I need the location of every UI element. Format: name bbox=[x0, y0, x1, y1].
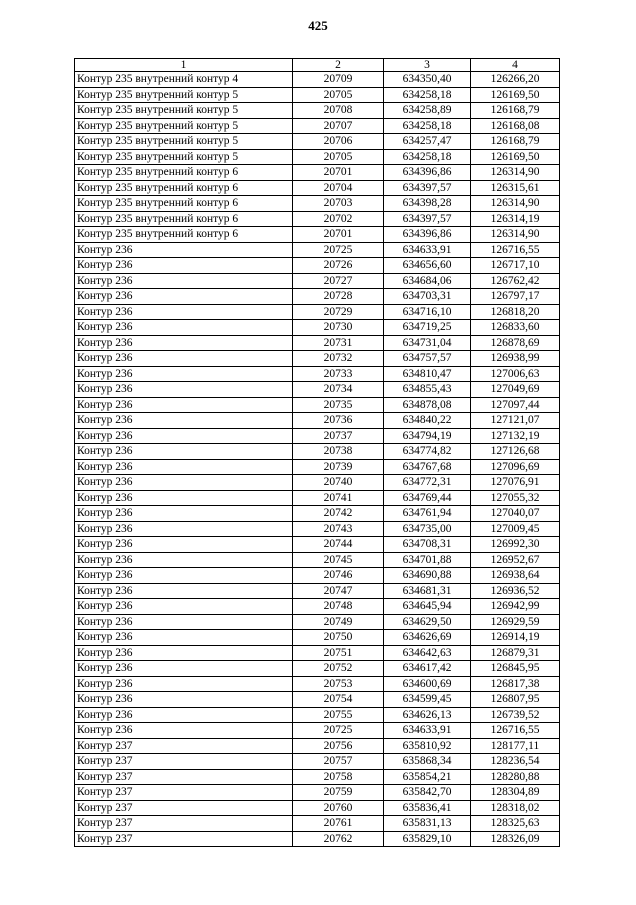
point-number-cell: 20708 bbox=[293, 103, 384, 119]
x-coordinate-cell: 634258,18 bbox=[384, 118, 471, 134]
contour-name-cell: Контур 236 bbox=[75, 645, 293, 661]
table-row bbox=[75, 196, 560, 212]
y-coordinate-cell: 128304,89 bbox=[471, 785, 560, 801]
point-number-cell: 20732 bbox=[293, 351, 384, 367]
x-coordinate-cell: 634757,57 bbox=[384, 351, 471, 367]
point-number-cell: 20736 bbox=[293, 413, 384, 429]
table-row bbox=[75, 180, 560, 196]
y-coordinate-cell: 126315,61 bbox=[471, 180, 560, 196]
table-row bbox=[75, 335, 560, 351]
y-coordinate-cell: 127132,19 bbox=[471, 428, 560, 444]
x-coordinate-cell: 634626,69 bbox=[384, 630, 471, 646]
y-coordinate-cell: 126878,69 bbox=[471, 335, 560, 351]
table-row bbox=[75, 304, 560, 320]
y-coordinate-cell: 126938,99 bbox=[471, 351, 560, 367]
page-number: 425 bbox=[308, 18, 328, 33]
table-row bbox=[75, 785, 560, 801]
contour-name-cell: Контур 236 bbox=[75, 304, 293, 320]
y-coordinate-cell: 126833,60 bbox=[471, 320, 560, 336]
x-coordinate-cell: 634656,60 bbox=[384, 258, 471, 274]
point-number-cell: 20758 bbox=[293, 769, 384, 785]
table-row bbox=[75, 118, 560, 134]
point-number-cell: 20752 bbox=[293, 661, 384, 677]
x-coordinate-cell: 634719,25 bbox=[384, 320, 471, 336]
x-coordinate-cell: 634731,04 bbox=[384, 335, 471, 351]
table-row bbox=[75, 149, 560, 165]
table-row bbox=[75, 614, 560, 630]
x-coordinate-cell: 634769,44 bbox=[384, 490, 471, 506]
y-coordinate-cell: 126716,55 bbox=[471, 723, 560, 739]
x-coordinate-cell: 635854,21 bbox=[384, 769, 471, 785]
point-number-cell: 20741 bbox=[293, 490, 384, 506]
point-number-cell: 20734 bbox=[293, 382, 384, 398]
contour-name-cell: Контур 236 bbox=[75, 366, 293, 382]
point-number-cell: 20706 bbox=[293, 134, 384, 150]
table-row bbox=[75, 366, 560, 382]
x-coordinate-cell: 634690,88 bbox=[384, 568, 471, 584]
contour-name-cell: Контур 235 внутренний контур 6 bbox=[75, 211, 293, 227]
table-row bbox=[75, 521, 560, 537]
point-number-cell: 20730 bbox=[293, 320, 384, 336]
point-number-cell: 20705 bbox=[293, 149, 384, 165]
point-number-cell: 20701 bbox=[293, 227, 384, 243]
table-row bbox=[75, 72, 560, 88]
contour-name-cell: Контур 236 bbox=[75, 661, 293, 677]
x-coordinate-cell: 634397,57 bbox=[384, 180, 471, 196]
y-coordinate-cell: 128326,09 bbox=[471, 831, 560, 847]
y-coordinate-cell: 127055,32 bbox=[471, 490, 560, 506]
table-row bbox=[75, 568, 560, 584]
x-coordinate-cell: 634735,00 bbox=[384, 521, 471, 537]
y-coordinate-cell: 126168,08 bbox=[471, 118, 560, 134]
y-coordinate-cell: 126914,19 bbox=[471, 630, 560, 646]
point-number-cell: 20704 bbox=[293, 180, 384, 196]
header-col-1: 1 bbox=[75, 59, 293, 72]
y-coordinate-cell: 127126,68 bbox=[471, 444, 560, 460]
y-coordinate-cell: 126879,31 bbox=[471, 645, 560, 661]
point-number-cell: 20757 bbox=[293, 754, 384, 770]
contour-name-cell: Контур 236 bbox=[75, 428, 293, 444]
contour-name-cell: Контур 236 bbox=[75, 320, 293, 336]
table-row bbox=[75, 599, 560, 615]
point-number-cell: 20707 bbox=[293, 118, 384, 134]
table-row bbox=[75, 382, 560, 398]
y-coordinate-cell: 126168,79 bbox=[471, 103, 560, 119]
point-number-cell: 20756 bbox=[293, 738, 384, 754]
point-number-cell: 20753 bbox=[293, 676, 384, 692]
point-number-cell: 20748 bbox=[293, 599, 384, 615]
y-coordinate-cell: 126314,19 bbox=[471, 211, 560, 227]
table-row bbox=[75, 661, 560, 677]
contour-name-cell: Контур 236 bbox=[75, 444, 293, 460]
x-coordinate-cell: 634645,94 bbox=[384, 599, 471, 615]
x-coordinate-cell: 634397,57 bbox=[384, 211, 471, 227]
point-number-cell: 20738 bbox=[293, 444, 384, 460]
point-number-cell: 20728 bbox=[293, 289, 384, 305]
x-coordinate-cell: 634599,45 bbox=[384, 692, 471, 708]
point-number-cell: 20743 bbox=[293, 521, 384, 537]
y-coordinate-cell: 127097,44 bbox=[471, 397, 560, 413]
y-coordinate-cell: 127040,07 bbox=[471, 506, 560, 522]
contour-name-cell: Контур 236 bbox=[75, 583, 293, 599]
x-coordinate-cell: 635810,92 bbox=[384, 738, 471, 754]
x-coordinate-cell: 634708,31 bbox=[384, 537, 471, 553]
x-coordinate-cell: 634774,82 bbox=[384, 444, 471, 460]
x-coordinate-cell: 634761,94 bbox=[384, 506, 471, 522]
table-row bbox=[75, 273, 560, 289]
table-row bbox=[75, 165, 560, 181]
y-coordinate-cell: 128280,88 bbox=[471, 769, 560, 785]
table-row bbox=[75, 800, 560, 816]
y-coordinate-cell: 126807,95 bbox=[471, 692, 560, 708]
x-coordinate-cell: 634794,19 bbox=[384, 428, 471, 444]
point-number-cell: 20754 bbox=[293, 692, 384, 708]
contour-name-cell: Контур 236 bbox=[75, 382, 293, 398]
x-coordinate-cell: 634642,63 bbox=[384, 645, 471, 661]
y-coordinate-cell: 126992,30 bbox=[471, 537, 560, 553]
x-coordinate-cell: 634716,10 bbox=[384, 304, 471, 320]
x-coordinate-cell: 634684,06 bbox=[384, 273, 471, 289]
table-row bbox=[75, 692, 560, 708]
y-coordinate-cell: 127076,91 bbox=[471, 475, 560, 491]
x-coordinate-cell: 634258,89 bbox=[384, 103, 471, 119]
contour-name-cell: Контур 235 внутренний контур 5 bbox=[75, 118, 293, 134]
y-coordinate-cell: 126936,52 bbox=[471, 583, 560, 599]
contour-name-cell: Контур 236 bbox=[75, 459, 293, 475]
point-number-cell: 20726 bbox=[293, 258, 384, 274]
contour-name-cell: Контур 236 bbox=[75, 273, 293, 289]
contour-name-cell: Контур 236 bbox=[75, 676, 293, 692]
table-row bbox=[75, 227, 560, 243]
point-number-cell: 20744 bbox=[293, 537, 384, 553]
table-row bbox=[75, 769, 560, 785]
y-coordinate-cell: 126938,64 bbox=[471, 568, 560, 584]
point-number-cell: 20731 bbox=[293, 335, 384, 351]
y-coordinate-cell: 126266,20 bbox=[471, 72, 560, 88]
y-coordinate-cell: 126717,10 bbox=[471, 258, 560, 274]
contour-name-cell: Контур 236 bbox=[75, 335, 293, 351]
table-row bbox=[75, 320, 560, 336]
table-row bbox=[75, 754, 560, 770]
table-row bbox=[75, 428, 560, 444]
point-number-cell: 20705 bbox=[293, 87, 384, 103]
x-coordinate-cell: 635868,34 bbox=[384, 754, 471, 770]
x-coordinate-cell: 634258,18 bbox=[384, 87, 471, 103]
contour-name-cell: Контур 236 bbox=[75, 289, 293, 305]
x-coordinate-cell: 634878,08 bbox=[384, 397, 471, 413]
y-coordinate-cell: 126716,55 bbox=[471, 242, 560, 258]
contour-name-cell: Контур 236 bbox=[75, 537, 293, 553]
y-coordinate-cell: 127009,45 bbox=[471, 521, 560, 537]
contour-name-cell: Контур 236 bbox=[75, 351, 293, 367]
contour-name-cell: Контур 237 bbox=[75, 785, 293, 801]
contour-name-cell: Контур 237 bbox=[75, 831, 293, 847]
table-row bbox=[75, 459, 560, 475]
contour-name-cell: Контур 236 bbox=[75, 630, 293, 646]
contour-name-cell: Контур 236 bbox=[75, 413, 293, 429]
point-number-cell: 20725 bbox=[293, 723, 384, 739]
y-coordinate-cell: 127096,69 bbox=[471, 459, 560, 475]
point-number-cell: 20746 bbox=[293, 568, 384, 584]
contour-name-cell: Контур 235 внутренний контур 6 bbox=[75, 227, 293, 243]
contour-name-cell: Контур 236 bbox=[75, 568, 293, 584]
x-coordinate-cell: 634350,40 bbox=[384, 72, 471, 88]
contour-name-cell: Контур 236 bbox=[75, 692, 293, 708]
table-row bbox=[75, 831, 560, 847]
y-coordinate-cell: 127049,69 bbox=[471, 382, 560, 398]
table-row bbox=[75, 289, 560, 305]
y-coordinate-cell: 128236,54 bbox=[471, 754, 560, 770]
y-coordinate-cell: 126169,50 bbox=[471, 149, 560, 165]
y-coordinate-cell: 126942,99 bbox=[471, 599, 560, 615]
table-row bbox=[75, 490, 560, 506]
contour-name-cell: Контур 236 bbox=[75, 552, 293, 568]
x-coordinate-cell: 634767,68 bbox=[384, 459, 471, 475]
x-coordinate-cell: 634772,31 bbox=[384, 475, 471, 491]
point-number-cell: 20755 bbox=[293, 707, 384, 723]
point-number-cell: 20729 bbox=[293, 304, 384, 320]
contour-name-cell: Контур 235 внутренний контур 4 bbox=[75, 72, 293, 88]
contour-name-cell: Контур 237 bbox=[75, 754, 293, 770]
contour-name-cell: Контур 235 внутренний контур 5 bbox=[75, 149, 293, 165]
point-number-cell: 20725 bbox=[293, 242, 384, 258]
point-number-cell: 20751 bbox=[293, 645, 384, 661]
contour-name-cell: Контур 236 bbox=[75, 258, 293, 274]
contour-name-cell: Контур 236 bbox=[75, 521, 293, 537]
header-col-3: 3 bbox=[384, 59, 471, 72]
table-row bbox=[75, 397, 560, 413]
y-coordinate-cell: 126314,90 bbox=[471, 196, 560, 212]
coordinates-table bbox=[74, 58, 560, 847]
y-coordinate-cell: 126797,17 bbox=[471, 289, 560, 305]
contour-name-cell: Контур 236 bbox=[75, 614, 293, 630]
contour-name-cell: Контур 236 bbox=[75, 599, 293, 615]
table-row bbox=[75, 258, 560, 274]
table-row bbox=[75, 211, 560, 227]
y-coordinate-cell: 126929,59 bbox=[471, 614, 560, 630]
table-row bbox=[75, 630, 560, 646]
x-coordinate-cell: 634398,28 bbox=[384, 196, 471, 212]
x-coordinate-cell: 634626,13 bbox=[384, 707, 471, 723]
table-row bbox=[75, 738, 560, 754]
table-row bbox=[75, 413, 560, 429]
point-number-cell: 20737 bbox=[293, 428, 384, 444]
table-body bbox=[75, 59, 560, 847]
table-row bbox=[75, 242, 560, 258]
contour-name-cell: Контур 237 bbox=[75, 816, 293, 832]
table-row bbox=[75, 676, 560, 692]
x-coordinate-cell: 634810,47 bbox=[384, 366, 471, 382]
x-coordinate-cell: 634703,31 bbox=[384, 289, 471, 305]
contour-name-cell: Контур 235 внутренний контур 6 bbox=[75, 180, 293, 196]
x-coordinate-cell: 634258,18 bbox=[384, 149, 471, 165]
table-header-row bbox=[75, 59, 560, 72]
y-coordinate-cell: 126817,38 bbox=[471, 676, 560, 692]
x-coordinate-cell: 634633,91 bbox=[384, 242, 471, 258]
table-row bbox=[75, 134, 560, 150]
point-number-cell: 20761 bbox=[293, 816, 384, 832]
table-row bbox=[75, 552, 560, 568]
table-row bbox=[75, 645, 560, 661]
table-row bbox=[75, 475, 560, 491]
contour-name-cell: Контур 236 bbox=[75, 490, 293, 506]
contour-name-cell: Контур 235 внутренний контур 5 bbox=[75, 87, 293, 103]
table-row bbox=[75, 506, 560, 522]
x-coordinate-cell: 634600,69 bbox=[384, 676, 471, 692]
y-coordinate-cell: 127121,07 bbox=[471, 413, 560, 429]
x-coordinate-cell: 634855,43 bbox=[384, 382, 471, 398]
table-row bbox=[75, 707, 560, 723]
contour-name-cell: Контур 235 внутренний контур 5 bbox=[75, 103, 293, 119]
point-number-cell: 20733 bbox=[293, 366, 384, 382]
x-coordinate-cell: 634617,42 bbox=[384, 661, 471, 677]
x-coordinate-cell: 635836,41 bbox=[384, 800, 471, 816]
point-number-cell: 20735 bbox=[293, 397, 384, 413]
x-coordinate-cell: 634629,50 bbox=[384, 614, 471, 630]
contour-name-cell: Контур 235 внутренний контур 6 bbox=[75, 165, 293, 181]
x-coordinate-cell: 634257,47 bbox=[384, 134, 471, 150]
y-coordinate-cell: 126739,52 bbox=[471, 707, 560, 723]
point-number-cell: 20749 bbox=[293, 614, 384, 630]
x-coordinate-cell: 634701,88 bbox=[384, 552, 471, 568]
contour-name-cell: Контур 235 внутренний контур 6 bbox=[75, 196, 293, 212]
table-row bbox=[75, 87, 560, 103]
y-coordinate-cell: 126818,20 bbox=[471, 304, 560, 320]
point-number-cell: 20701 bbox=[293, 165, 384, 181]
point-number-cell: 20727 bbox=[293, 273, 384, 289]
y-coordinate-cell: 126762,42 bbox=[471, 273, 560, 289]
point-number-cell: 20747 bbox=[293, 583, 384, 599]
point-number-cell: 20739 bbox=[293, 459, 384, 475]
contour-name-cell: Контур 237 bbox=[75, 800, 293, 816]
y-coordinate-cell: 126169,50 bbox=[471, 87, 560, 103]
contour-name-cell: Контур 235 внутренний контур 5 bbox=[75, 134, 293, 150]
x-coordinate-cell: 635829,10 bbox=[384, 831, 471, 847]
contour-name-cell: Контур 237 bbox=[75, 738, 293, 754]
y-coordinate-cell: 128177,11 bbox=[471, 738, 560, 754]
point-number-cell: 20762 bbox=[293, 831, 384, 847]
table-row bbox=[75, 103, 560, 119]
point-number-cell: 20702 bbox=[293, 211, 384, 227]
table-row bbox=[75, 583, 560, 599]
point-number-cell: 20742 bbox=[293, 506, 384, 522]
table-row bbox=[75, 444, 560, 460]
contour-name-cell: Контур 236 bbox=[75, 475, 293, 491]
header-col-4: 4 bbox=[471, 59, 560, 72]
y-coordinate-cell: 126952,67 bbox=[471, 552, 560, 568]
x-coordinate-cell: 635842,70 bbox=[384, 785, 471, 801]
y-coordinate-cell: 128325,63 bbox=[471, 816, 560, 832]
table-row bbox=[75, 351, 560, 367]
y-coordinate-cell: 126168,79 bbox=[471, 134, 560, 150]
contour-name-cell: Контур 236 bbox=[75, 242, 293, 258]
point-number-cell: 20750 bbox=[293, 630, 384, 646]
point-number-cell: 20760 bbox=[293, 800, 384, 816]
point-number-cell: 20759 bbox=[293, 785, 384, 801]
y-coordinate-cell: 126845,95 bbox=[471, 661, 560, 677]
y-coordinate-cell: 128318,02 bbox=[471, 800, 560, 816]
x-coordinate-cell: 634681,31 bbox=[384, 583, 471, 599]
y-coordinate-cell: 127006,63 bbox=[471, 366, 560, 382]
contour-name-cell: Контур 237 bbox=[75, 769, 293, 785]
point-number-cell: 20745 bbox=[293, 552, 384, 568]
x-coordinate-cell: 634396,86 bbox=[384, 165, 471, 181]
x-coordinate-cell: 635831,13 bbox=[384, 816, 471, 832]
contour-name-cell: Контур 236 bbox=[75, 506, 293, 522]
point-number-cell: 20709 bbox=[293, 72, 384, 88]
y-coordinate-cell: 126314,90 bbox=[471, 165, 560, 181]
header-col-2: 2 bbox=[293, 59, 384, 72]
contour-name-cell: Контур 236 bbox=[75, 397, 293, 413]
x-coordinate-cell: 634396,86 bbox=[384, 227, 471, 243]
x-coordinate-cell: 634633,91 bbox=[384, 723, 471, 739]
contour-name-cell: Контур 236 bbox=[75, 723, 293, 739]
contour-name-cell: Контур 236 bbox=[75, 707, 293, 723]
point-number-cell: 20740 bbox=[293, 475, 384, 491]
x-coordinate-cell: 634840,22 bbox=[384, 413, 471, 429]
table-row bbox=[75, 816, 560, 832]
table-row bbox=[75, 537, 560, 553]
table-row bbox=[75, 723, 560, 739]
point-number-cell: 20703 bbox=[293, 196, 384, 212]
y-coordinate-cell: 126314,90 bbox=[471, 227, 560, 243]
